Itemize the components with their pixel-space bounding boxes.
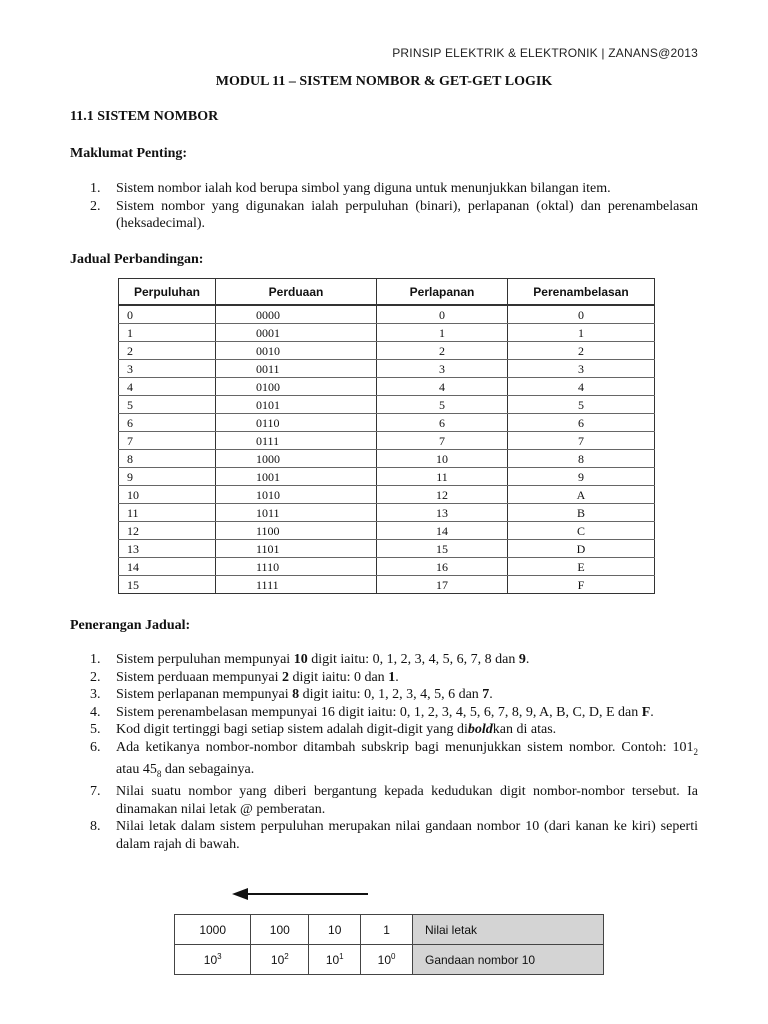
table-row	[119, 342, 655, 360]
table-row	[119, 396, 655, 414]
table-cell: 9	[119, 468, 216, 486]
list-item: 1. Sistem nombor ialah kod berupa simbol yang diguna untuk menunjukkan bilangan item.	[90, 181, 611, 196]
column-header: Perlapanan	[377, 279, 508, 306]
table-cell: 14	[119, 558, 216, 576]
table-cell: 4	[377, 378, 508, 396]
page-header: PRINSIP ELEKTRIK & ELEKTRONIK | ZANANS@2013	[392, 46, 698, 60]
table-row	[119, 378, 655, 396]
table-cell: 15	[377, 540, 508, 558]
table-cell: 8	[508, 450, 655, 468]
jadual-heading: Jadual Perbandingan:	[70, 252, 204, 267]
table-cell: 6	[508, 414, 655, 432]
table-row	[119, 576, 655, 594]
table-cell: 0011	[216, 360, 377, 378]
table-cell: 0	[508, 305, 655, 324]
table-cell: B	[508, 504, 655, 522]
left-arrow-icon	[230, 884, 370, 904]
table-cell: C	[508, 522, 655, 540]
table-cell: 5	[119, 396, 216, 414]
power-cell: $10^0$	[361, 945, 413, 975]
table-cell: 15	[119, 576, 216, 594]
table-cell: 2	[377, 342, 508, 360]
table-cell: 16	[377, 558, 508, 576]
table-cell: 13	[377, 504, 508, 522]
table-cell: 3	[119, 360, 216, 378]
list-item: 4. Sistem perenambelasan mempunyai 16 digit iaitu: 0, 1, 2, 3, 4, 5, 6, 7, 8, 9, A, B, C, D, E dan F.	[90, 704, 654, 720]
table-row	[119, 522, 655, 540]
column-header: Perenambelasan	[508, 279, 655, 306]
table-cell: 1011	[216, 504, 377, 522]
table-cell: 1	[119, 324, 216, 342]
table-cell: 12	[119, 522, 216, 540]
place-value-cell: 10	[309, 915, 361, 945]
table-cell: A	[508, 486, 655, 504]
table-cell: 8	[119, 450, 216, 468]
table-cell: 12	[377, 486, 508, 504]
table-cell: 0	[377, 305, 508, 324]
table-cell: 2	[119, 342, 216, 360]
table-row	[119, 324, 655, 342]
row-label: Gandaan nombor 10	[413, 945, 604, 975]
table-cell: 11	[377, 468, 508, 486]
table-cell: 7	[119, 432, 216, 450]
table-row	[119, 558, 655, 576]
table-row	[119, 540, 655, 558]
place-value-cell: 1000	[175, 915, 251, 945]
table-cell: E	[508, 558, 655, 576]
power-cell: $10^3$	[175, 945, 251, 975]
document-title: MODUL 11 – SISTEM NOMBOR & GET-GET LOGIK	[215, 74, 553, 89]
list-item: 3. Sistem perlapanan mempunyai 8 digit iaitu: 0, 1, 2, 3, 4, 5, 6 dan 7.	[90, 687, 493, 702]
row-label: Nilai letak	[413, 915, 604, 945]
table-cell: 1110	[216, 558, 377, 576]
table-cell: 10	[377, 450, 508, 468]
table-cell: 0010	[216, 342, 377, 360]
section-heading: 11.1 SISTEM NOMBOR	[70, 109, 219, 124]
table-row	[175, 915, 604, 945]
table-row	[119, 414, 655, 432]
table-cell: 0	[119, 305, 216, 324]
comparison-table	[118, 278, 655, 594]
table-cell: 1	[508, 324, 655, 342]
table-cell: 7	[508, 432, 655, 450]
table-row	[119, 432, 655, 450]
table-cell: 13	[119, 540, 216, 558]
list-item: 7. Nilai suatu nombor yang diberi bergantung kepada kedudukan digit nombor-nombor tersebut. Ia dinamakan nilai letak @ pemberatan.	[90, 784, 698, 817]
table-cell: 0110	[216, 414, 377, 432]
table-cell: 1101	[216, 540, 377, 558]
table-row	[175, 945, 604, 975]
table-cell: 0000	[216, 305, 377, 324]
table-cell: 14	[377, 522, 508, 540]
column-header: Perpuluhan	[119, 279, 216, 306]
table-cell: 6	[377, 414, 508, 432]
power-cell: $10^1$	[309, 945, 361, 975]
column-header: Perduaan	[216, 279, 377, 306]
list-item: 5. Kod digit tertinggi bagi setiap sistem adalah digit-digit yang diboldkan di atas.	[90, 722, 557, 737]
table-cell: 17	[377, 576, 508, 594]
penerangan-list	[70, 651, 698, 853]
table-cell: F	[508, 576, 655, 594]
table-cell: 0101	[216, 396, 377, 414]
power-cell: $10^2$	[251, 945, 309, 975]
maklumat-list	[70, 180, 698, 233]
list-item: 2. Sistem nombor yang digunakan ialah perpuluhan (binari), perlapanan (oktal) dan perenambelasan (heksadecimal).	[90, 198, 698, 231]
table-cell: 4	[508, 378, 655, 396]
table-cell: 9	[508, 468, 655, 486]
table-row	[119, 504, 655, 522]
table-cell: 5	[508, 396, 655, 414]
table-row	[119, 360, 655, 378]
table-cell: 0111	[216, 432, 377, 450]
table-cell: 4	[119, 378, 216, 396]
table-cell: 3	[377, 360, 508, 378]
table-cell: 1	[377, 324, 508, 342]
table-cell: 1010	[216, 486, 377, 504]
table-row	[119, 305, 655, 324]
list-item: 1. Sistem perpuluhan mempunyai 10 digit iaitu: 0, 1, 2, 3, 4, 5, 6, 7, 8 dan 9.	[90, 652, 530, 667]
list-item: 2. Sistem perduaan mempunyai 2 digit iaitu: 0 dan 1.	[90, 669, 399, 685]
table-cell: 1001	[216, 468, 377, 486]
table-cell: 6	[119, 414, 216, 432]
penerangan-heading: Penerangan Jadual:	[70, 618, 191, 633]
list-item: 6. Ada ketikanya nombor-nombor ditambah subskrip bagi menunjukkan sistem nombor. Contoh: $101_2$ atau $45_8$ dan sebagainya.	[90, 739, 698, 779]
table-row	[119, 486, 655, 504]
table-cell: 11	[119, 504, 216, 522]
table-row	[119, 450, 655, 468]
place-value-cell: 100	[251, 915, 309, 945]
table-cell: 1000	[216, 450, 377, 468]
place-value-cell: 1	[361, 915, 413, 945]
table-cell: 1100	[216, 522, 377, 540]
table-cell: 3	[508, 360, 655, 378]
table-cell: 7	[377, 432, 508, 450]
maklumat-heading: Maklumat Penting:	[70, 146, 188, 161]
table-cell: 2	[508, 342, 655, 360]
list-item: 8. Nilai letak dalam sistem perpuluhan merupakan nilai gandaan nombor 10 (dari kanan ke kiri) seperti dalam rajah di bawah.	[90, 819, 698, 852]
table-header-row	[119, 279, 655, 306]
table-cell: 10	[119, 486, 216, 504]
table-cell: 5	[377, 396, 508, 414]
table-body	[119, 305, 655, 594]
table-cell: 0100	[216, 378, 377, 396]
table-row	[119, 468, 655, 486]
table-cell: 1111	[216, 576, 377, 594]
table-cell: D	[508, 540, 655, 558]
table-cell: 0001	[216, 324, 377, 342]
place-value-table	[174, 914, 604, 975]
